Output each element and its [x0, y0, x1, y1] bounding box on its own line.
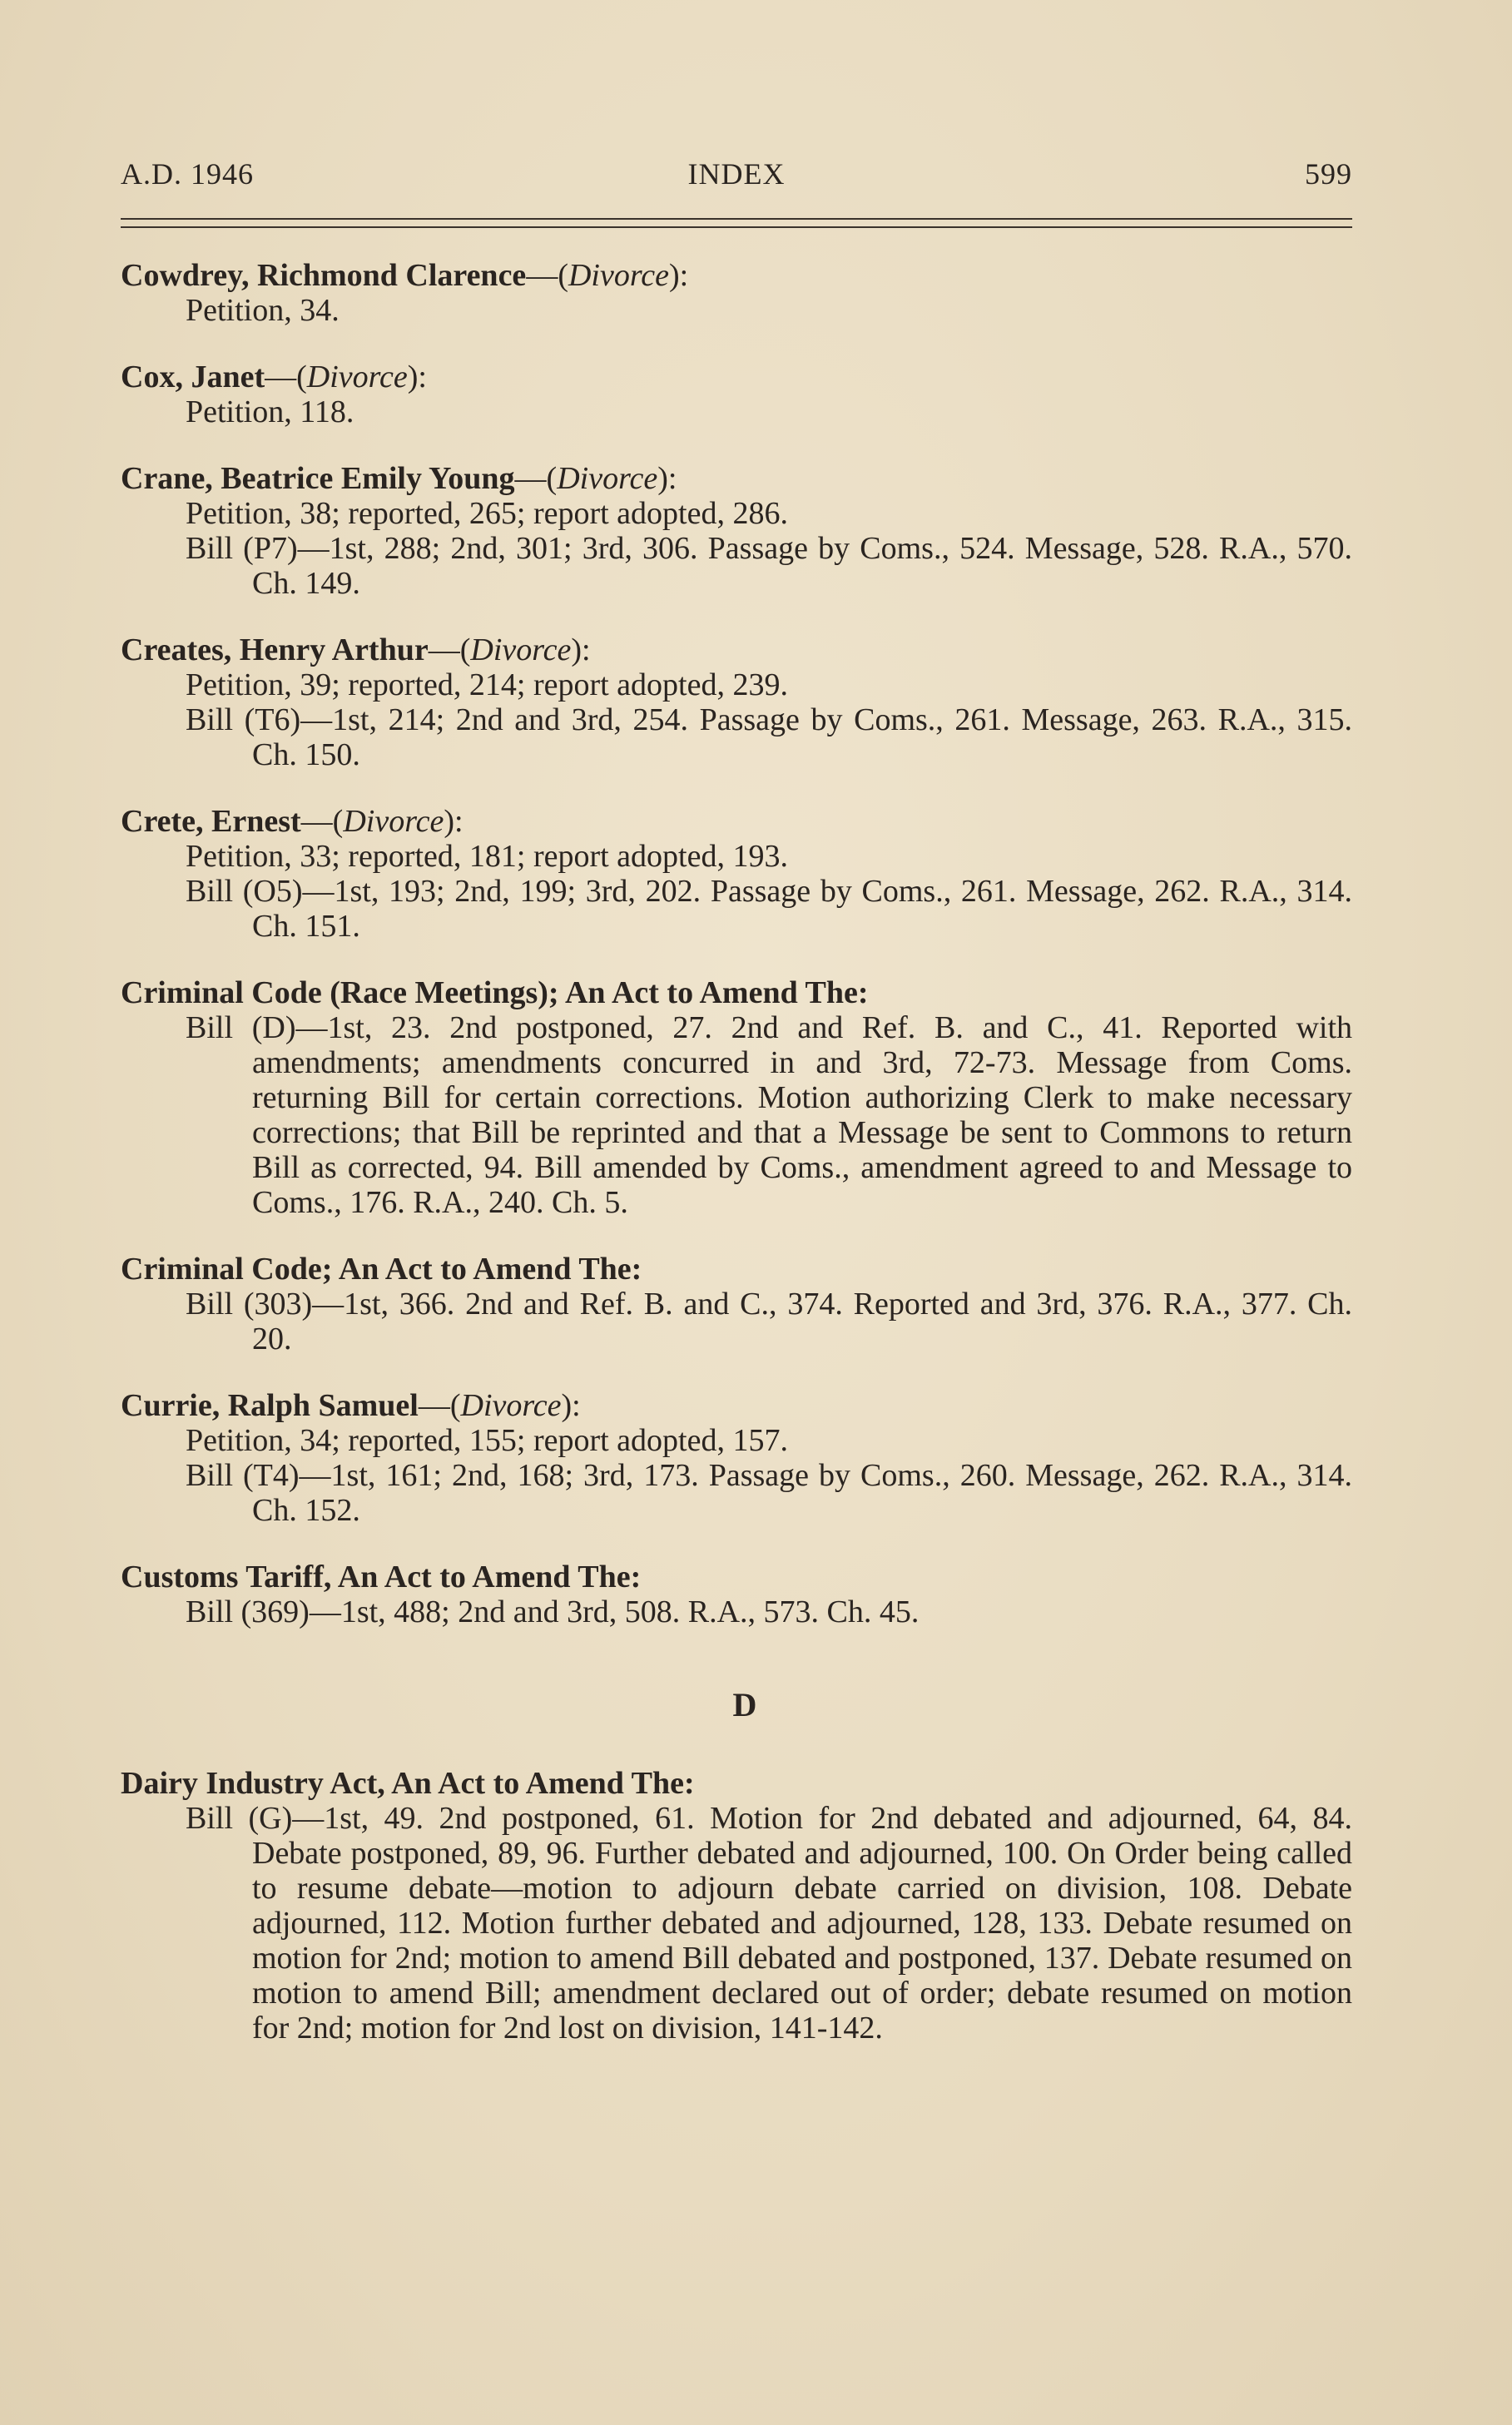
index-entry [121, 1388, 1352, 1528]
entry-qualifier: —(Divorce): [300, 804, 464, 839]
entry-qualifier: —(Divorce): [514, 461, 677, 496]
entry-heading [121, 1560, 1352, 1594]
index-entry [121, 360, 1352, 429]
entry-line: Bill (P7)—1st, 288; 2nd, 301; 3rd, 306. Passage by Coms., 524. Message, 528. R.A., 570. Ch. 149. [186, 531, 1352, 601]
index-entries [121, 258, 1352, 2077]
entry-qualifier-text: Divorce [557, 461, 658, 496]
entry-line: Bill (O5)—1st, 193; 2nd, 199; 3rd, 202. Passage by Coms., 261. Message, 262. R.A., 314. Ch. 151. [186, 874, 1352, 944]
entry-heading [121, 1388, 1352, 1423]
entry-line: Petition, 118. [186, 394, 354, 429]
entry-qualifier-text: Divorce [460, 1388, 562, 1423]
entry-qualifier: —(Divorce): [265, 360, 427, 394]
entry-line: Bill (T6)—1st, 214; 2nd and 3rd, 254. Passage by Coms., 261. Message, 263. R.A., 315. Ch. 150. [186, 702, 1352, 772]
entry-qualifier-text: Divorce [568, 258, 669, 293]
entry-heading [121, 632, 1352, 667]
entry-qualifier-text: Divorce [306, 360, 408, 394]
entry-name: Currie, Ralph Samuel [121, 1388, 419, 1423]
entry-line: Bill (303)—1st, 366. 2nd and Ref. B. and C., 374. Reported and 3rd, 376. R.A., 377. Ch. 20. [186, 1287, 1352, 1356]
index-entry [121, 258, 1352, 328]
entry-line: Bill (369)—1st, 488; 2nd and 3rd, 508. R.A., 573. Ch. 45. [186, 1594, 920, 1629]
running-head [121, 156, 1352, 198]
entries-section-c [121, 258, 1352, 1629]
entry-name: Cox, Janet [121, 360, 265, 394]
entry-qualifier-text: Divorce [343, 804, 444, 839]
entry-name: Criminal Code (Race Meetings); An Act to Amend The: [121, 975, 869, 1010]
entry-line: Bill (T4)—1st, 161; 2nd, 168; 3rd, 173. Passage by Coms., 260. Message, 262. R.A., 314. Ch. 152. [186, 1458, 1352, 1528]
entry-qualifier: —(Divorce): [418, 1388, 581, 1423]
entry-line: Petition, 34. [186, 293, 340, 328]
index-entry [121, 461, 1352, 601]
entry-name: Customs Tariff, An Act to Amend The: [121, 1560, 642, 1594]
header-rule [121, 218, 1352, 220]
entry-heading [121, 360, 1352, 394]
entry-name: Criminal Code; An Act to Amend The: [121, 1252, 642, 1287]
entry-name: Creates, Henry Arthur [121, 632, 429, 667]
index-entry [121, 1560, 1352, 1629]
entry-line: Petition, 38; reported, 265; report adopted, 286. [186, 496, 788, 531]
header-title: INDEX [687, 157, 786, 191]
index-entry [121, 1252, 1352, 1356]
index-entry [121, 1766, 1352, 2046]
entry-name: Cowdrey, Richmond Clarence [121, 258, 527, 293]
entry-line: Petition, 39; reported, 214; report adopted, 239. [186, 667, 788, 702]
entry-qualifier: —(Divorce): [526, 258, 689, 293]
entry-heading [121, 975, 1352, 1010]
entry-name: Crete, Ernest [121, 804, 301, 839]
entry-heading [121, 1252, 1352, 1287]
entry-qualifier: —(Divorce): [428, 632, 591, 667]
entry-qualifier-text: Divorce [470, 632, 572, 667]
index-entry [121, 804, 1352, 944]
entry-line: Bill (D)—1st, 23. 2nd postponed, 27. 2nd and Ref. B. and C., 41. Reported with amendments; amendments concurred in and 3rd, 72-73. Message from Coms. returning Bill for certain corrections. Motion authorizing Clerk to make necessary corrections; that Bill be reprinted and that a Message be sent to Commons to return Bill as corrected, 94. Bill amended by Coms., amendment agreed to and Message to Coms., 176. R.A., 240. Ch. 5. [186, 1010, 1352, 1220]
entry-heading [121, 1766, 1352, 1801]
entry-name: Crane, Beatrice Emily Young [121, 461, 515, 496]
entry-heading [121, 258, 1352, 293]
entries-section-d [121, 1766, 1352, 2046]
entry-line: Petition, 34; reported, 155; report adopted, 157. [186, 1423, 788, 1458]
entry-line: Petition, 33; reported, 181; report adopted, 193. [186, 839, 788, 874]
entry-line: Bill (G)—1st, 49. 2nd postponed, 61. Motion for 2nd debated and adjourned, 64, 84. Debate postponed, 89, 96. Further debated and adjourned, 100. On Order being called to resume debate—motion to adjourn debate carried on division, 108. Debate adjourned, 112. Motion further debated and adjourned, 128, 133. Debate resumed on motion for 2nd; motion to amend Bill debated and postponed, 137. Debate resumed on motion to amend Bill; amendment declared out of order; debate resumed on motion for 2nd; motion for 2nd lost on division, 141-142. [186, 1801, 1352, 2046]
page-number: 599 [1305, 157, 1352, 191]
entry-name: Dairy Industry Act, An Act to Amend The: [121, 1766, 695, 1801]
index-entry [121, 975, 1352, 1220]
header-year: A.D. 1946 [121, 157, 254, 191]
entry-heading [121, 804, 1352, 839]
section-letter: D [732, 1686, 757, 1723]
header-rule [121, 226, 1352, 228]
entry-heading [121, 461, 1352, 496]
index-entry [121, 632, 1352, 772]
